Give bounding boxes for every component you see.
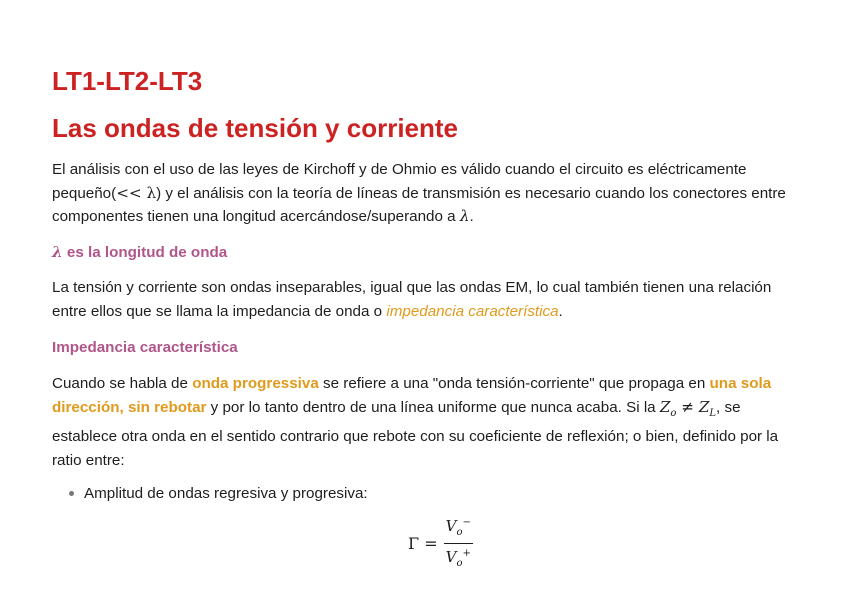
formula-denominator: $V_o^+$ xyxy=(445,548,471,569)
tension-paragraph xyxy=(52,276,797,323)
single-direction-term: una sola dirección, sin rebotar xyxy=(52,375,772,416)
intro-math-a: << λ xyxy=(116,183,157,202)
z0-symbol: $Z_o$ xyxy=(659,397,677,419)
intro-text-b: ) y el análisis con la teoría de líneas de transmisión es necesario cuando los conectores entre componentes tienen una longitud acercándose/superando a xyxy=(52,184,786,225)
formula-numerator: $V_o^-$ xyxy=(444,514,473,544)
intro-text-a: El análisis con el uso de las leyes de Kirchoff y de Ohmio es válido cuando el circuito es eléctricamente pequeño( xyxy=(52,161,747,202)
intro-text-c: . xyxy=(469,208,474,225)
zl-symbol: $Z_L$ xyxy=(698,397,717,419)
formula-lhs: Γ = xyxy=(408,534,438,553)
bullet-dot-icon xyxy=(69,491,74,496)
bullet-list xyxy=(52,482,368,505)
reflection-coefficient-formula xyxy=(408,514,473,573)
intro-paragraph xyxy=(52,158,797,229)
formula-fraction xyxy=(444,514,473,573)
page-title: Las ondas de tensión y corriente xyxy=(52,113,458,143)
impedance-heading: Impedancia característica xyxy=(52,339,238,356)
tension-text-a: La tensión y corriente son ondas inseparables, igual que las ondas EM, lo cual también tienen una relación entre ellos que se llama la impedancia de onda o xyxy=(52,279,772,320)
progressive-text-a: Cuando se habla de xyxy=(52,375,193,392)
impedance-link[interactable]: impedancia característica xyxy=(386,302,559,320)
section-code-title: LT1-LT2-LT3 xyxy=(52,66,203,96)
lambda-heading-text: es la longitud de onda xyxy=(62,244,228,261)
tension-text-b: . xyxy=(558,302,563,320)
progressive-text-b: se refiere a una "onda tensión-corriente" que propaga en xyxy=(318,375,710,392)
progressive-paragraph xyxy=(52,372,797,472)
bullet-text: Amplitud de ondas regresiva y progresiva: xyxy=(84,485,368,502)
not-equal-symbol: ≠ xyxy=(676,397,699,416)
progressive-text-d: , se establece otra onda en el sentido contrario que rebote con su coeficiente de reflexión; o bien, definido por la ratio entre: xyxy=(52,398,779,469)
progressive-text-c: y por lo tanto dentro de una línea uniforme que nunca acaba. Si la xyxy=(206,398,660,416)
progressive-wave-term: onda progressiva xyxy=(192,375,319,392)
list-item xyxy=(52,482,368,505)
lambda-heading xyxy=(52,242,227,263)
lambda-symbol: λ xyxy=(52,243,63,261)
intro-math-b: λ xyxy=(459,207,470,225)
